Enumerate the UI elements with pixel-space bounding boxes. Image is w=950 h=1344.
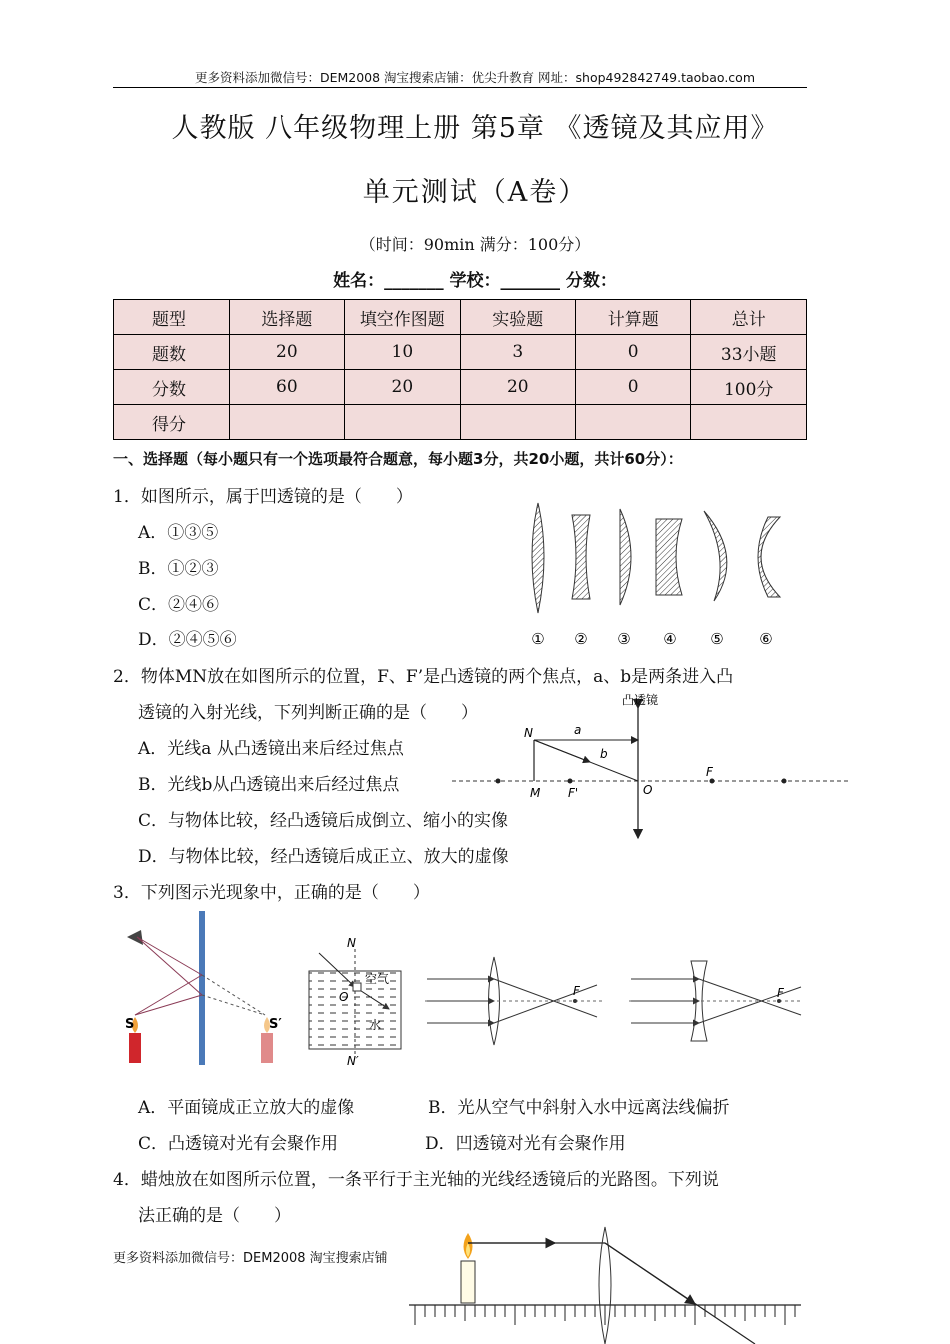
- table-cell: 10: [345, 335, 460, 370]
- table-cell: 题型: [114, 300, 230, 335]
- ruler-ticks: [415, 1305, 795, 1325]
- q1-stem: 1．如图所示，属于凹透镜的是（ ）: [113, 487, 413, 507]
- section-heading: 一、选择题（每小题只有一个选项最符合题意，每小题3分，共20小题，共计60分）：: [113, 450, 683, 468]
- label-m: M: [530, 786, 541, 800]
- label-water: 水: [369, 1018, 382, 1032]
- q2-option-a[interactable]: A．光线a 从凸透镜出来后经过焦点: [138, 739, 404, 759]
- table-row: [114, 370, 807, 405]
- figure-a-plane-mirror: [125, 911, 282, 1065]
- table-cell: 0: [576, 370, 691, 405]
- lens-label-1: ①: [531, 630, 545, 648]
- time-score-info: （时间：90min 满分：100分）: [359, 235, 591, 254]
- table-cell: 得分: [114, 405, 230, 440]
- score-input-cell[interactable]: [345, 405, 460, 440]
- q4-candle-lens-figure: [405, 1225, 805, 1344]
- q3-optics-figures: [113, 905, 813, 1070]
- lens-label-4: ④: [663, 630, 677, 648]
- lens-1-biconvex: [532, 503, 544, 613]
- table-row: [114, 335, 807, 370]
- lens-2-biconcave: [572, 515, 590, 599]
- lens-label-6: ⑥: [759, 630, 773, 648]
- label-f-d: F: [777, 986, 784, 1000]
- label-n-top: N: [347, 936, 356, 950]
- lens-label-5: ⑤: [710, 630, 724, 648]
- table-cell: 选择题: [229, 300, 344, 335]
- q2-stem-line1: 2．物体MN放在如图所示的位置，F、F’是凸透镜的两个焦点，a、b是两条进入凸: [113, 667, 734, 687]
- score-input-cell[interactable]: [460, 405, 575, 440]
- header-rule: [113, 87, 807, 88]
- label-n-bottom: N′: [347, 1054, 359, 1068]
- figure-c-convex-lens: [425, 957, 603, 1045]
- score-input-cell[interactable]: [229, 405, 344, 440]
- label-air: 空气: [365, 972, 390, 986]
- page-title: 人教版 八年级物理上册 第5章 《透镜及其应用》: [171, 113, 779, 144]
- table-cell: 题数: [114, 335, 230, 370]
- convex-lens: [599, 1227, 611, 1344]
- q4-stem-line1: 4．蜡烛放在如图所示位置，一条平行于主光轴的光线经透镜后的光路图。下列说: [113, 1170, 719, 1190]
- table-cell: 分数: [114, 370, 230, 405]
- page-footer: 更多资料添加微信号：DEM2008 淘宝搜索店铺: [113, 1251, 388, 1266]
- q4-stem-line2: 法正确的是（ ）: [138, 1206, 291, 1226]
- table-cell: 33小题: [691, 335, 807, 370]
- table-cell: 总计: [691, 300, 807, 335]
- table-cell: 100分: [691, 370, 807, 405]
- q1-option-b[interactable]: B．①②③: [138, 559, 219, 579]
- q2-stem-line2: 透镜的入射光线，下列判断正确的是（ ）: [138, 703, 478, 723]
- label-f-c: F: [573, 984, 580, 998]
- score-table: [113, 299, 807, 440]
- q1-lens-figure: [510, 495, 800, 655]
- table-cell: 计算题: [576, 300, 691, 335]
- lens-4-planoconcave: [656, 519, 682, 595]
- q3-option-b[interactable]: B．光从空气中斜射入水中远离法线偏折: [428, 1098, 730, 1118]
- q3-stem: 3．下列图示光现象中，正确的是（ ）: [113, 883, 430, 903]
- table-cell: 填空作图题: [345, 300, 460, 335]
- table-cell: 20: [229, 335, 344, 370]
- table-cell: 3: [460, 335, 575, 370]
- q1-option-d[interactable]: D．②④⑤⑥: [138, 630, 237, 650]
- student-info-line: 姓名：_______ 学校：_______ 分数：: [333, 271, 617, 291]
- label-a: a: [574, 723, 582, 737]
- q3-option-c[interactable]: C．凸透镜对光有会聚作用: [138, 1134, 339, 1154]
- q3-option-a[interactable]: A．平面镜成正立放大的虚像: [138, 1098, 355, 1118]
- q2-convex-lens-figure: [450, 690, 850, 845]
- lens-3-planoconvex: [620, 509, 631, 605]
- q3-option-d[interactable]: D．凹透镜对光有会聚作用: [425, 1134, 626, 1154]
- table-cell: 60: [229, 370, 344, 405]
- table-cell: 20: [345, 370, 460, 405]
- table-cell: 实验题: [460, 300, 575, 335]
- page-subtitle: 单元测试（A卷）: [362, 177, 588, 208]
- label-s: S: [125, 1017, 135, 1032]
- lens-label-3: ③: [617, 630, 631, 648]
- q2-option-d[interactable]: D．与物体比较，经凸透镜后成正立、放大的虚像: [138, 847, 509, 867]
- table-cell: 0: [576, 335, 691, 370]
- candle-body: [461, 1261, 475, 1303]
- score-input-cell[interactable]: [576, 405, 691, 440]
- table-row: [114, 300, 807, 335]
- table-cell: 20: [460, 370, 575, 405]
- label-b: b: [600, 747, 608, 761]
- label-o-b: O: [339, 990, 349, 1004]
- score-input-cell[interactable]: [691, 405, 807, 440]
- label-n: N: [524, 726, 533, 740]
- lens-6-concave-meniscus: [758, 517, 780, 597]
- lens-5-meniscus: [704, 511, 727, 601]
- table-row: [114, 405, 807, 440]
- label-o: O: [643, 783, 653, 797]
- q2-option-b[interactable]: B．光线b从凸透镜出来后经过焦点: [138, 775, 400, 795]
- lens-label: 凸透镜: [621, 693, 659, 707]
- figure-b-refraction: [309, 936, 401, 1068]
- label-s-prime: S′: [269, 1017, 282, 1032]
- lens-label-2: ②: [574, 630, 588, 648]
- label-f-prime: F': [568, 786, 579, 800]
- q1-option-c[interactable]: C．②④⑥: [138, 595, 220, 615]
- label-f: F: [706, 765, 713, 779]
- q1-option-a[interactable]: A．①③⑤: [138, 523, 219, 543]
- figure-d-concave-lens: [629, 961, 803, 1041]
- page-header: 更多资料添加微信号：DEM2008 淘宝搜索店铺：优尖升教育 网址：shop492842749.taobao.com: [194, 70, 756, 85]
- q2-option-c[interactable]: C．与物体比较，经凸透镜后成倒立、缩小的实像: [138, 811, 509, 831]
